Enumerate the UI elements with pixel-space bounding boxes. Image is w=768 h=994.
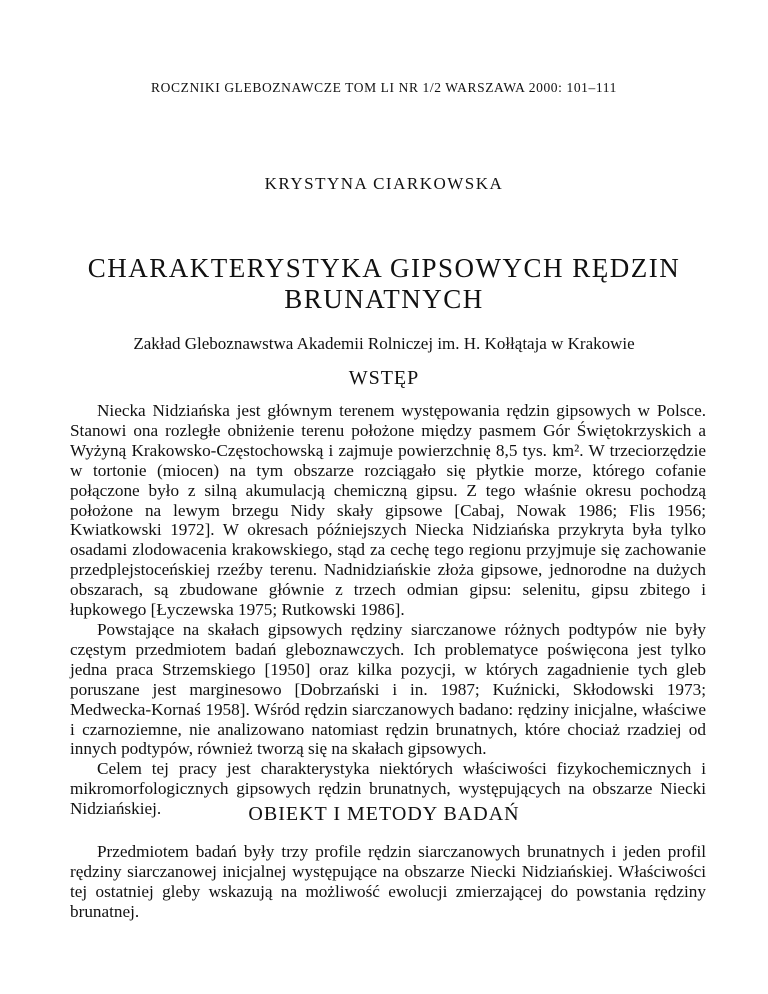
paragraph: Powstające na skałach gipsowych rędziny siarczanowe różnych podtypów nie były częstym przedmiotem badań gleboznawczych. Ich problematyce poświęcona jest tylko jedna praca Strzemskiego [1950] oraz kilka pozycji, w których zagadnienie tych gleb poruszane jest marginesowo [Dobrzański i in. 1987; Kuźnicki, Skłodowski 1973; Medwecka-Kornaś 1958]. Wśród rędzin siarczanowych badano: rędziny inicjalne, właściwe i czarnoziemne, nie analizowano natomiast rędzin brunatnych, które chociaż rzadziej od innych podtypów, również tworzą się na skałach gipsowych. [70, 619, 706, 759]
paragraph: Przedmiotem badań były trzy profile rędzin siarczanowych brunatnych i jeden profil rędziny siarczanowej inicjalnej występujące na obszarze Niecki Nidziańskiej. Właściwości tej ostatniej gleby wskazują na możliwość ewolucji zmierzającej do powstania rędziny brunatnej. [70, 842, 706, 921]
title-line-1: CHARAKTERYSTYKA GIPSOWYCH RĘDZIN [87, 253, 681, 283]
section-body-intro [70, 401, 706, 819]
section-heading-intro: WSTĘP [348, 367, 420, 389]
title-line-2: BRUNATNYCH [284, 284, 484, 314]
paper-title [0, 253, 768, 315]
section-heading-methods: OBIEKT I METODY BADAŃ [248, 803, 520, 825]
affiliation: Zakład Gleboznawstwa Akademii Rolniczej im. H. Kołłątaja w Krakowie [133, 334, 635, 353]
paragraph: Celem tej pracy jest charakterystyka niektórych właściwości fizykochemicznych i mikromorfologicznych gipsowych rędzin brunatnych, występujących na obszarze Niecki Nidziańskiej. [70, 759, 706, 819]
section-body-methods [70, 842, 706, 922]
paragraph: Niecka Nidziańska jest głównym terenem występowania rędzin gipsowych w Polsce. Stanowi ona rozległe obniżenie terenu położone między pasmem Gór Świętokrzyskich a Wyżyną Krakowsko-Częstochowską i zajmuje powierzchnię 8,5 tys. km². W trzeciorzędzie w tortonie (miocen) na tym obszarze rozciągało się płytkie morze, którego cofanie połączone było z silną akumulacją chemiczną gipsu. Z tego właśnie okresu pochodzą położone na lewym brzegu Nidy skały gipsowe [Cabaj, Nowak 1986; Flis 1956; Kwiatkowski 1972]. W okresach późniejszych Niecka Nidziańska przykryta była tylko osadami zlodowacenia krakowskiego, stąd za cechę tego regionu przyjmuje się zachowanie przedplejstoceńskiej rzeźby terenu. Nadnidziańskie złoża gipsowe, jednorodne na dużych obszarach, są zbudowane głównie z trzech odmian gipsu: selenitu, gipsu zbitego i łupkowego [Łyczewska 1975; Rutkowski 1986]. [70, 401, 706, 620]
author-name: KRYSTYNA CIARKOWSKA [264, 174, 504, 193]
journal-header: ROCZNIKI GLEBOZNAWCZE TOM LI NR 1/2 WARSZAWA 2000: 101–111 [151, 80, 617, 95]
